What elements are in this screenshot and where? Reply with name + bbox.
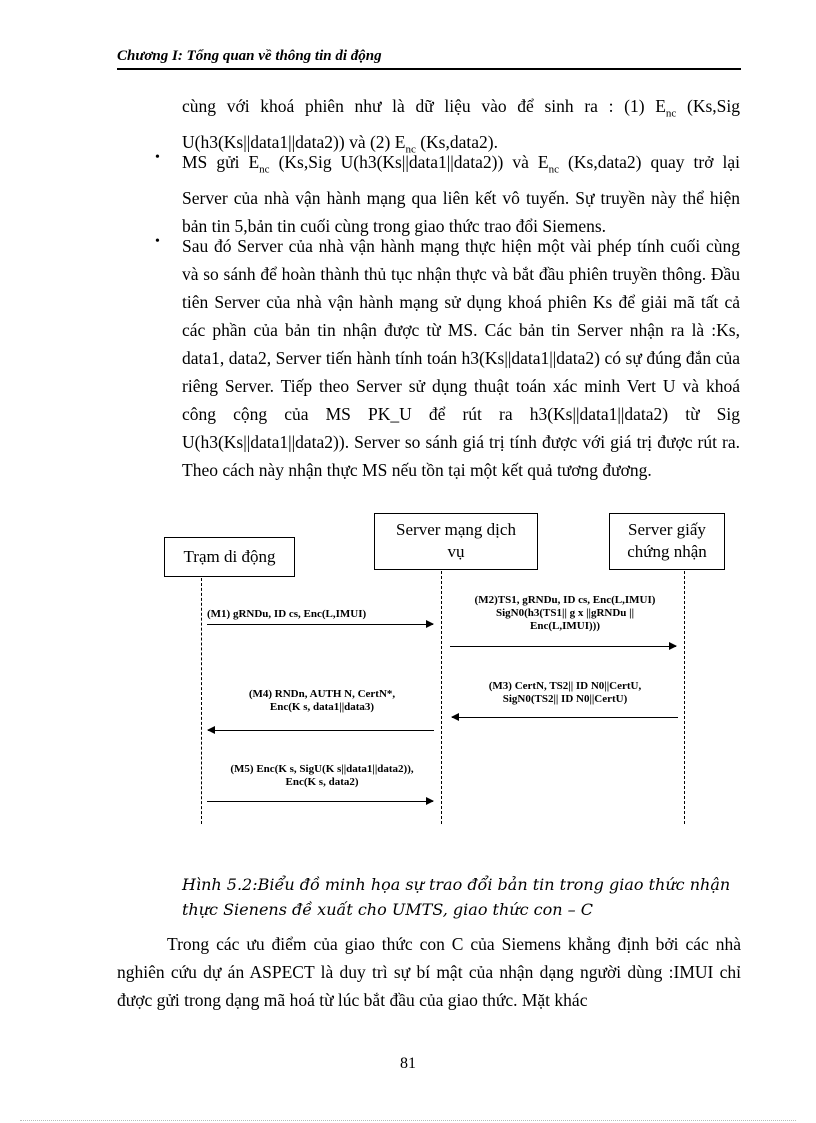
cont-text-c: (Ks,data2). [415,131,498,152]
message-m1-arrow [207,624,433,625]
m2-line-1: (M2)TS1, gRNDu, ID cs, Enc(L,IMUI) [474,594,656,606]
figure-caption: Hình 5.2:Biểu đồ minh họa sự trao đổi bản tin trong giao thức nhận thực Sienens đề xuất cho UMTS, giao thức con – C [182,875,731,919]
message-m4-arrow [208,730,434,731]
header-rule [117,68,741,70]
bullet1-sub-2: nc [548,163,559,176]
bullet-marker-1: • [155,150,160,165]
bullet-paragraph-2: Sau đó Server của nhà vận hành mạng thực hiện một vài phép tính cuối cùng và so sánh để hoàn thành thủ tục nhận thực và bắt đầu phiên truyền thông. Đầu tiên Server của nhà vận hành mạng sử dụng khoá phiên Ks để giải mã tất cả các phần của bản tin nhận được từ MS. Các bản tin Server nhận ra là :Ks, data1, data2, Server tiến hành tính toán h3(Ks||data1||data2) có sự đúng đắn của riêng Server. Tiếp theo Server sử dụng thuật toán xác minh Vert U và khoá công cộng của MS PK_U để rút ra h3(Ks||data1||data2) từ Sig U(h3(Ks||data1||data2)). Server so sánh giá trị tính được với giá trị được rút ra. Theo cách này nhận thực MS nếu tồn tại một kết quả tương đương. [182,236,740,480]
bullet-marker-2: • [155,234,160,249]
cont-text-b: (Ks,Sig U(h3(Ks||data1||data2)) và (2) E [182,96,740,152]
m4-line-1: (M4) RNDn, AUTH N, CertN*, [248,688,396,700]
entity-certificate-server [609,513,725,570]
m2-line-3: Enc(L,IMUI))) [530,620,600,632]
entity-server-label-1: Server mạng dịch [396,520,516,539]
message-m2-arrow [450,646,676,647]
entity-cert-label-2: chứng nhận [627,542,707,561]
entity-cert-label-1: Server giấy [628,520,706,539]
entity-mobile-station [164,537,295,577]
m3-line-1: (M3) CertN, TS2|| ID N0||CertU, [488,680,642,692]
m2-line-2: SigN0(h3(TS1|| g x ||gRNDu || [496,607,634,619]
page-bottom-border [20,1120,796,1121]
bullet1-text-c: (Ks,data2) quay trở lại Server của nhà vận hành mạng qua liên kết vô tuyến. Sự truyền này thể hiện bản tin 5,bản tin cuối cùng trong giao thức trao đổi Siemens. [182,152,740,236]
lifeline-cert [684,571,685,824]
chapter-header: Chương I: Tổng quan về thông tin di động [117,48,382,64]
bullet1-sub-1: nc [259,163,270,176]
bullet-paragraph-1 [182,148,740,240]
message-m1-label: (M1) gRNDu, ID cs, Enc(L,IMUI) [207,608,367,620]
message-m3-arrow [452,717,678,718]
m5-line-2: Enc(K s, data2) [285,776,359,788]
lifeline-server [441,571,442,824]
bullet1-text-a: MS gửi E [182,152,260,172]
m4-line-2: Enc(K s, data1||data3) [269,701,375,713]
message-m2-label [450,594,680,633]
message-m5-arrow [207,801,433,802]
m5-line-1: (M5) Enc(K s, SigU(K s||data1||data2)), [230,763,414,775]
message-m4-label [207,688,437,714]
bullet1-text-b: (Ks,Sig U(h3(Ks||data1||data2)) và E [269,152,549,172]
cont-text-a: cùng với khoá phiên như là dữ liệu vào để sinh ra : (1) E [182,96,666,116]
message-m3-label [450,680,680,706]
entity-network-server [374,513,538,570]
cont-sub-2: nc [405,143,416,155]
message-m5-label [207,763,437,789]
final-paragraph: Trong các ưu điểm của giao thức con C của Siemens khẳng định bởi các nhà nghiên cứu dự án ASPECT là duy trì sự bí mật của nhận dạng người dùng :IMUI chỉ được gửi trong dạng mã hoá từ lúc bắt đầu của giao thức. Mặt khác [117,934,741,1010]
entity-mobile-label: Trạm di động [183,547,276,566]
page-number: 81 [400,1055,416,1072]
entity-server-label-2: vụ [447,542,465,561]
m3-line-2: SigN0(TS2|| ID N0||CertU) [502,693,628,705]
cont-sub-1: nc [665,107,677,120]
lifeline-mobile [201,578,202,824]
